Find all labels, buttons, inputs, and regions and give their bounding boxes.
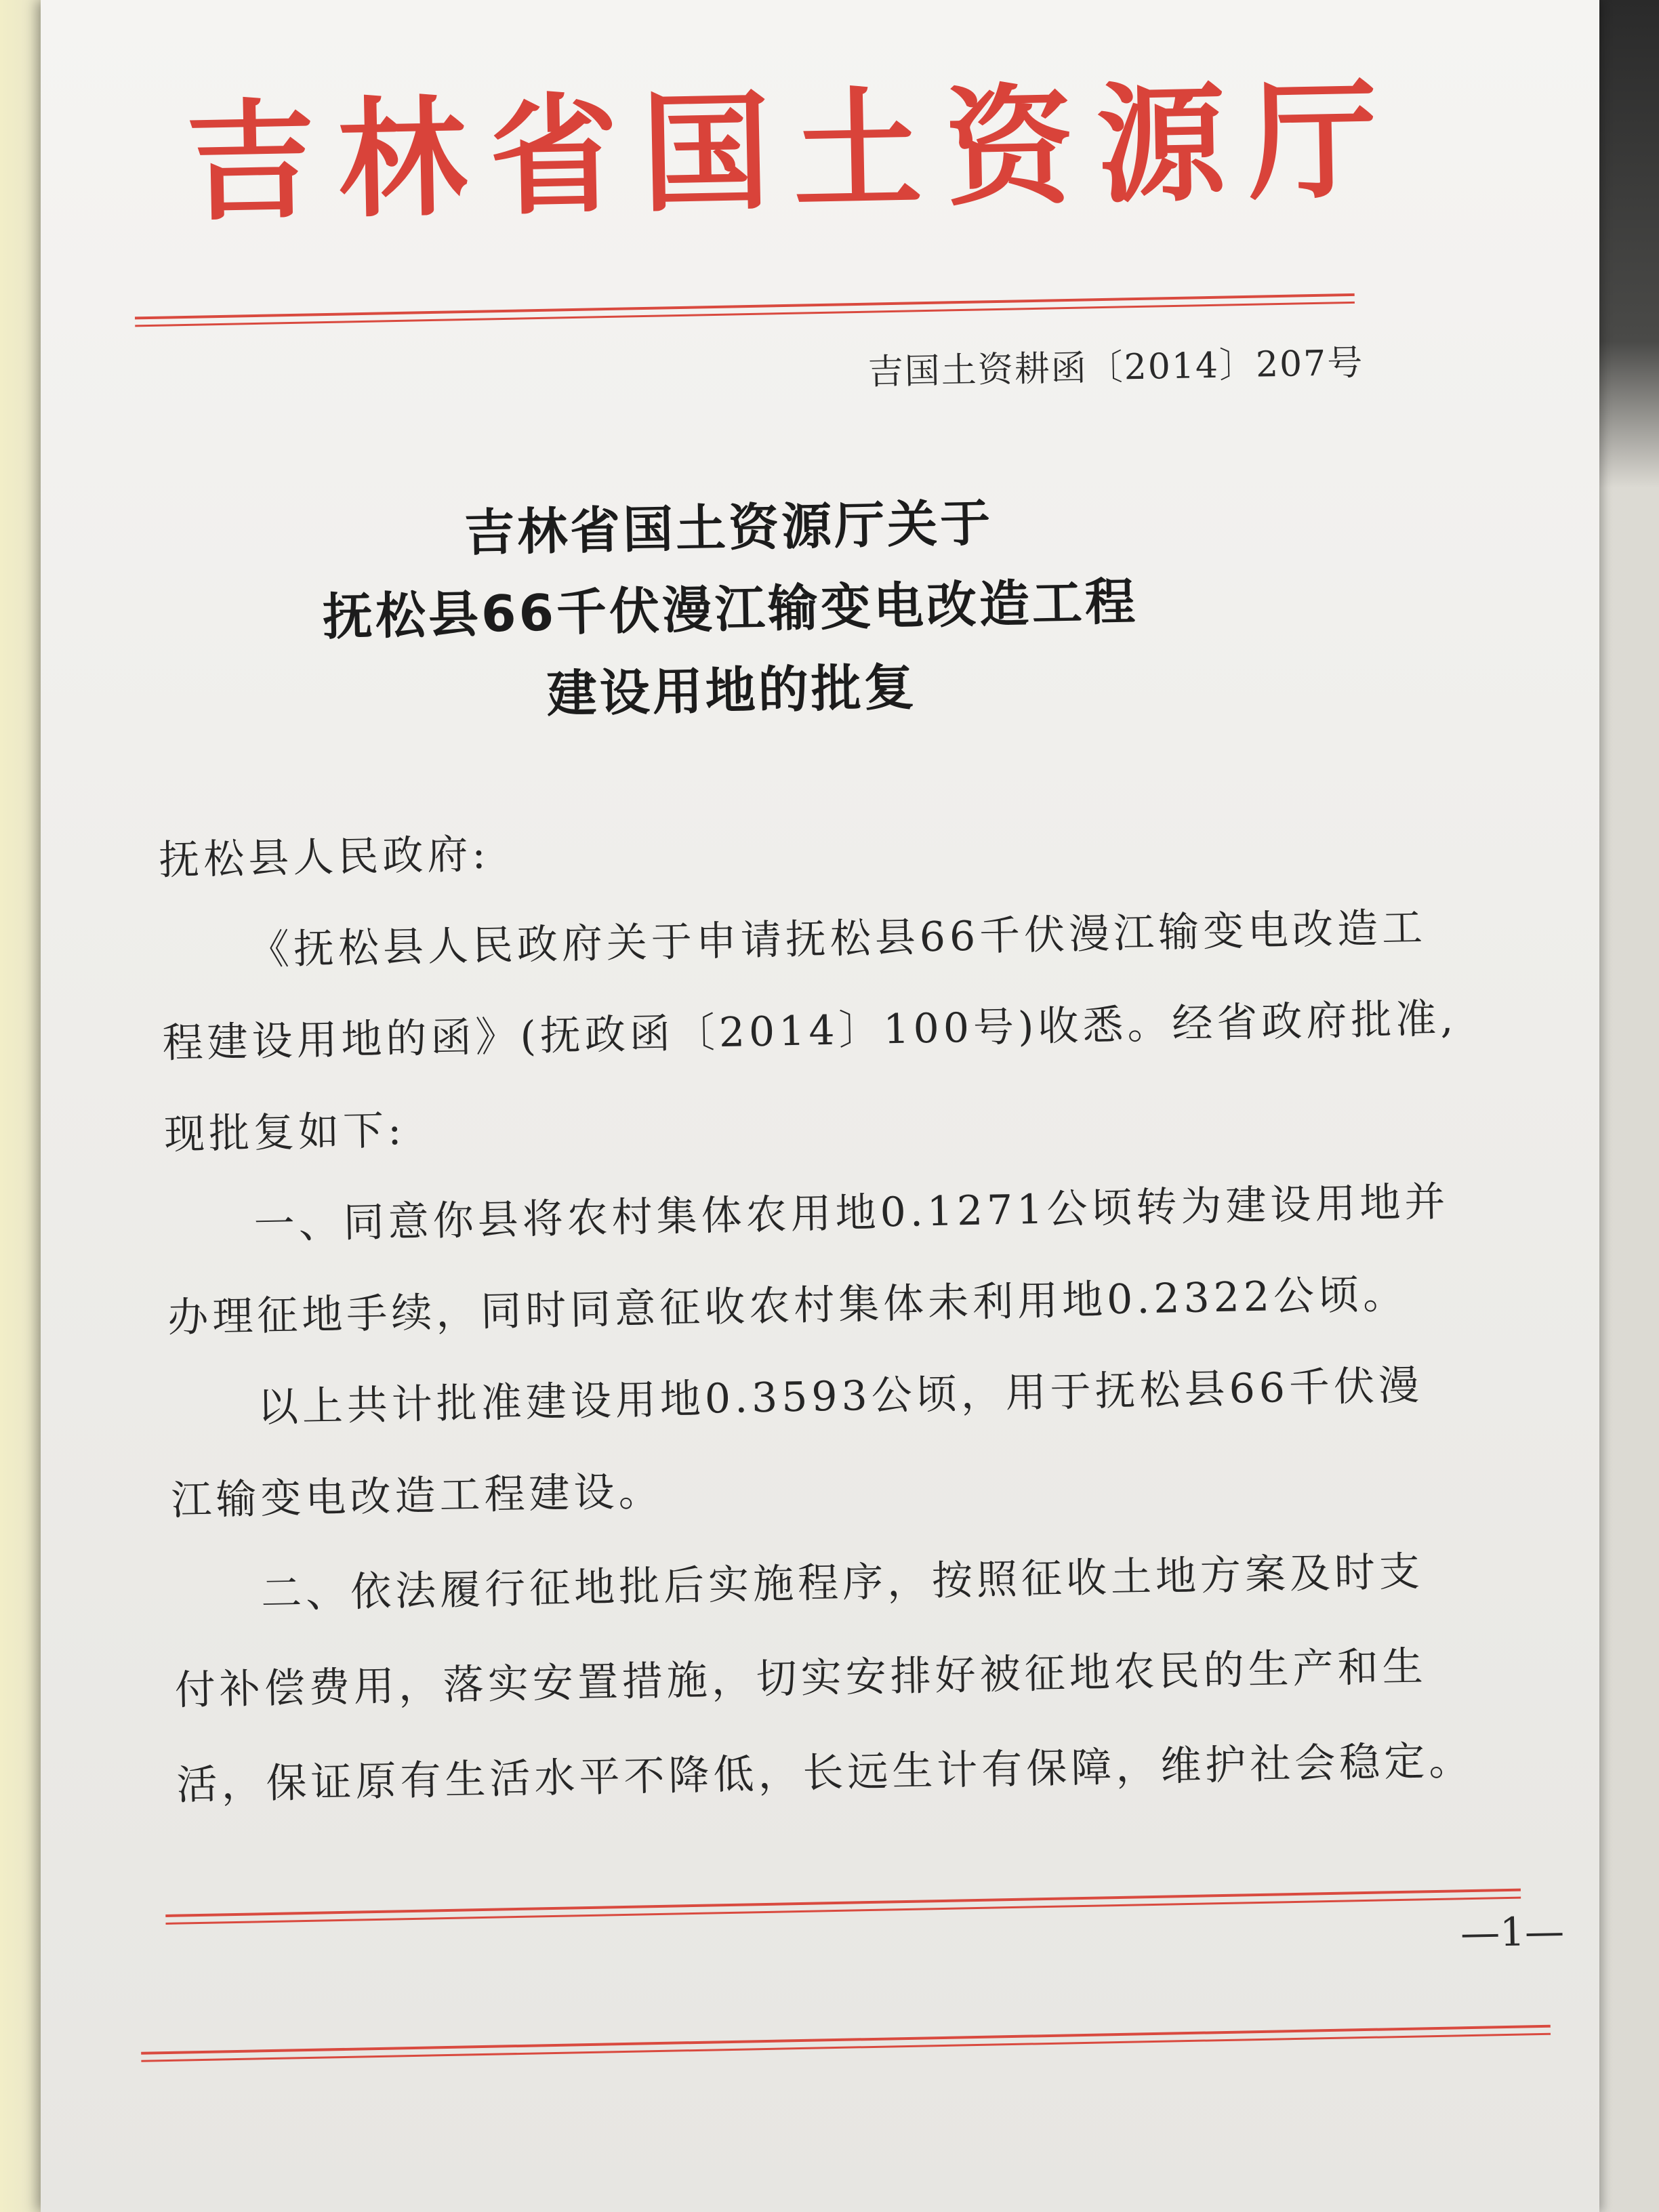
body-line: 二、依法履行征地批后实施程序，按照征收土地方案及时支 (260, 1548, 1425, 1618)
document-title-line-2: 抚松县66千伏漫江输变电改造工程 (322, 573, 1139, 647)
body-line: 以上共计批准建设用地0.3593公顷，用于抚松县66千伏漫 (257, 1361, 1424, 1432)
footer-rule-top (165, 1889, 1521, 1917)
body-line: 付补偿费用，落实安置措施，切实安排好被征地农民的生产和生 (174, 1643, 1428, 1715)
body-line: 抚松县人民政府: (158, 830, 491, 884)
document-page (41, 0, 1599, 2212)
body-line: 江输变电改造工程建设。 (170, 1467, 664, 1525)
document-title-line-3: 建设用地的批复 (546, 658, 918, 724)
footer-rule-lower-top (141, 2025, 1551, 2055)
letterhead-title: 吉林省国土资源厅 (184, 64, 1402, 239)
document-title-line-1: 吉林省国土资源厅关于 (464, 494, 994, 563)
body-line: 程建设用地的函》(抚政函〔2014〕100号)收悉。经省政府批准, (161, 995, 1458, 1067)
body-line: 办理征地手续，同时同意征收农村集体未利用地0.2322公顷。 (167, 1270, 1408, 1342)
page-number: —1— (1460, 1908, 1565, 1957)
document-content (41, 0, 1641, 2211)
body-line: 现批复如下: (163, 1106, 407, 1159)
body-line: 《抚松县人民政府关于申请抚松县66千伏漫江输变电改造工 (248, 903, 1427, 975)
body-line: 一、同意你县将农村集体农用地0.1271公顷转为建设用地并 (253, 1178, 1450, 1249)
body-line: 活，保证原有生活水平不降低，长远生计有保障，维护社会稳定。 (176, 1736, 1474, 1809)
document-number: 吉国土资耕函〔2014〕207号 (867, 342, 1364, 393)
